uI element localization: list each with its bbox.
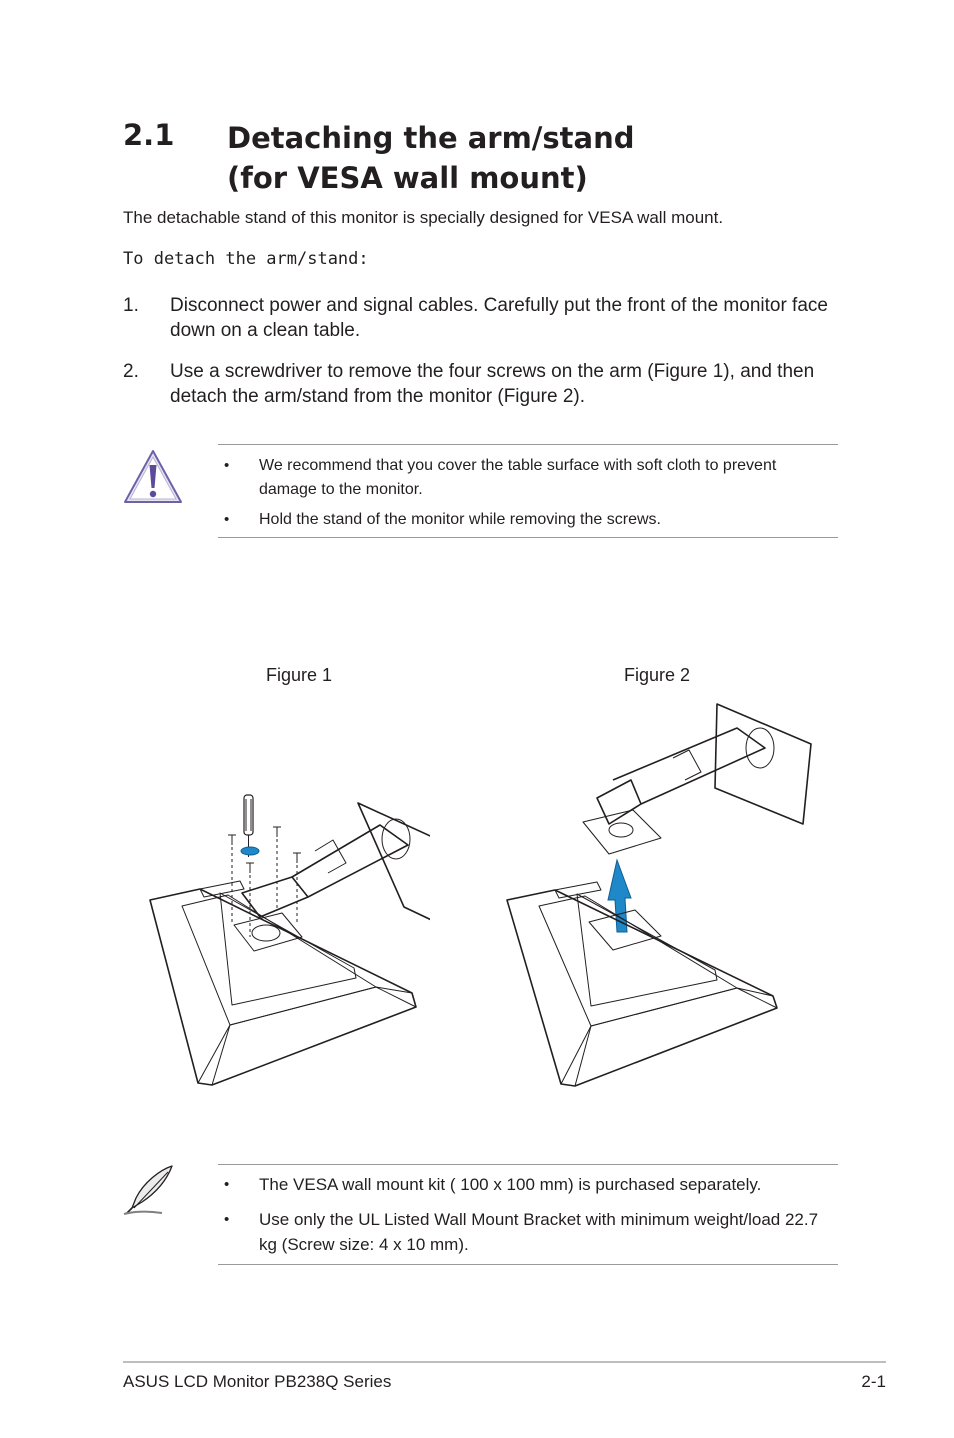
monitor-back-outline xyxy=(507,882,777,1086)
figure-1-illustration xyxy=(140,785,430,1090)
section-title-line2: (for VESA wall mount) xyxy=(227,161,588,195)
bullet-dot: • xyxy=(224,1176,230,1193)
section-title-line1: Detaching the arm/stand xyxy=(227,121,635,155)
caution-bullet xyxy=(218,454,838,502)
note-text: The VESA wall mount kit ( 100 x 100 mm) is purchased separately. xyxy=(259,1175,762,1194)
note-box xyxy=(218,1164,838,1265)
warning-triangle-icon xyxy=(122,448,184,506)
caution-text: We recommend that you cover the table surface with soft cloth to prevent damage to the monitor. xyxy=(259,457,777,498)
footer-product-name: ASUS LCD Monitor PB238Q Series xyxy=(123,1372,392,1391)
stand-arm xyxy=(242,803,430,925)
bullet-dot: • xyxy=(224,1211,230,1228)
procedure-subheading: To detach the arm/stand: xyxy=(123,249,369,269)
note-bullet xyxy=(218,1207,838,1257)
section-title xyxy=(227,118,635,198)
feather-pen-icon xyxy=(122,1162,180,1220)
step-number: 1. xyxy=(123,295,139,316)
detached-arm xyxy=(583,704,811,854)
step-number: 2. xyxy=(123,361,139,382)
step-1 xyxy=(123,293,843,343)
bullet-dot: • xyxy=(224,457,230,474)
caution-box xyxy=(218,444,838,538)
step-text: Use a screwdriver to remove the four screws on the arm (Figure 1), and then detach the arm/stand from the monitor (Figure 2). xyxy=(170,361,815,407)
intro-paragraph: The detachable stand of this monitor is specially designed for VESA wall mount. xyxy=(123,208,724,227)
figure-1-label: Figure 1 xyxy=(266,665,333,685)
caution-bullet xyxy=(218,508,838,532)
note-text: Use only the UL Listed Wall Mount Bracket with minimum weight/load 22.7 kg (Screw size: 4 x 10 mm). xyxy=(259,1210,819,1254)
monitor-back-outline xyxy=(150,889,416,1085)
vesa-mount-plate xyxy=(234,913,302,951)
footer-divider xyxy=(123,1361,886,1363)
caution-text: Hold the stand of the monitor while removing the screws. xyxy=(259,511,661,528)
bullet-dot: • xyxy=(224,511,230,528)
note-bullet xyxy=(218,1172,838,1197)
figure-2-illustration xyxy=(505,700,815,1090)
step-text: Disconnect power and signal cables. Carefully put the front of the monitor face down on a clean table. xyxy=(170,295,828,341)
step-2 xyxy=(123,359,843,409)
figure-2-label: Figure 2 xyxy=(624,665,691,685)
rotation-arrow-icon xyxy=(241,847,259,855)
footer-page-number: 2-1 xyxy=(861,1372,886,1391)
section-number: 2.1 xyxy=(123,118,175,152)
